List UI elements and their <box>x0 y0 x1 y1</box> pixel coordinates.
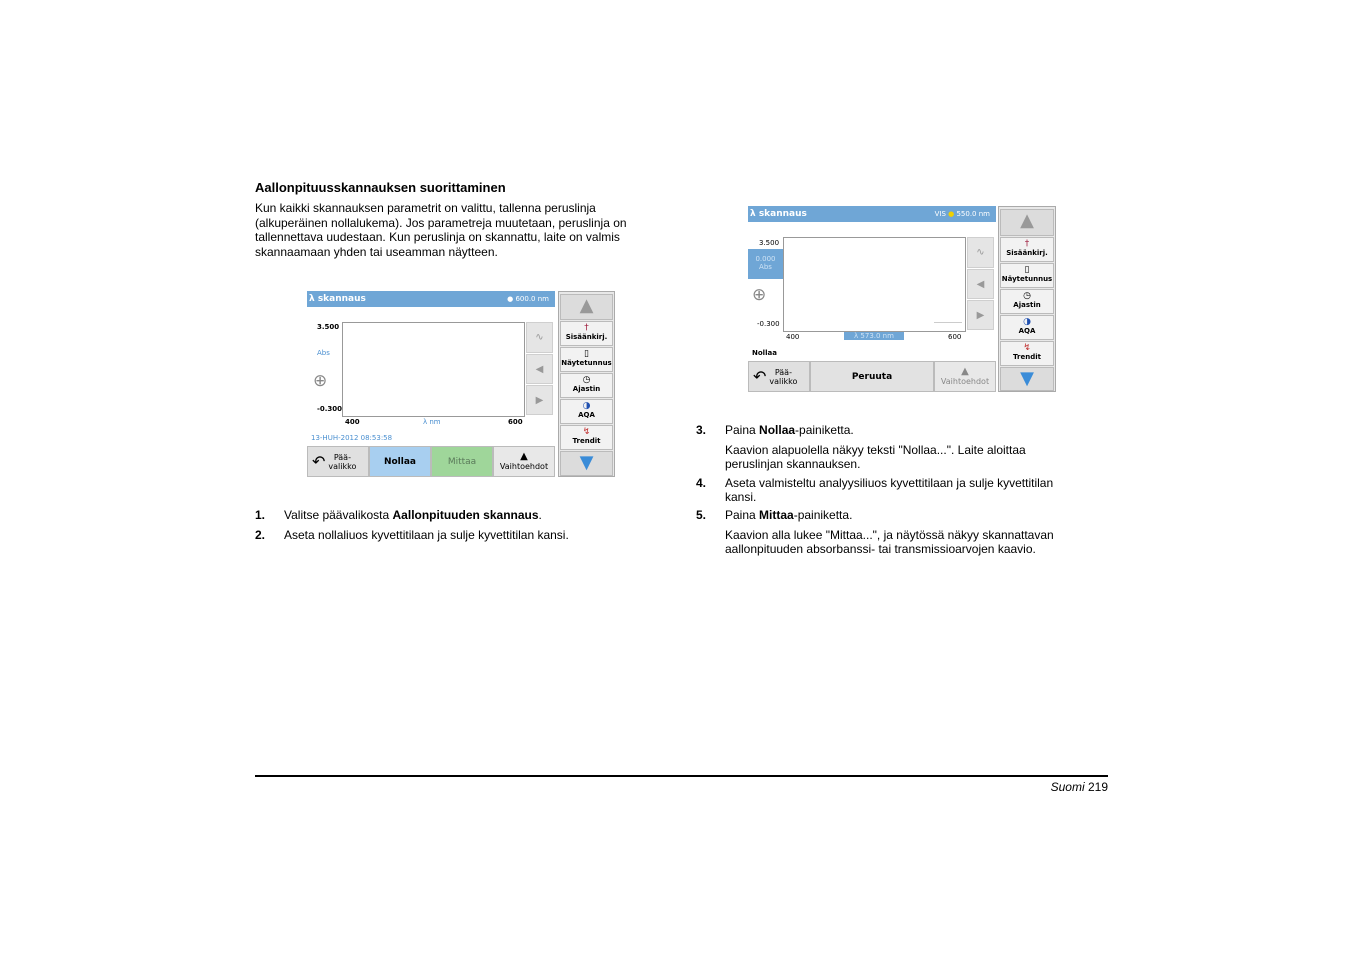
timer-button[interactable] <box>1000 289 1054 314</box>
back-arrow-icon: ↶ <box>312 452 326 471</box>
cursor-readout: λ 573.0 nm <box>844 332 904 340</box>
aqa-button[interactable] <box>560 399 613 424</box>
step-number: 2. <box>255 528 266 542</box>
timer-button[interactable] <box>560 373 613 398</box>
x-axis-min: 400 <box>786 333 800 341</box>
step-text <box>284 508 542 522</box>
cursor-right-button[interactable]: ▶ <box>526 385 553 415</box>
datetime: 13-HUH-2012 08:53:58 <box>311 434 393 442</box>
step-1 <box>255 508 675 522</box>
zoom-icon[interactable]: ⊕ <box>313 371 328 391</box>
step-5-result: Kaavion alla lukee "Mittaa...", ja näytössä näkyy skannattavan aallonpituuden absorbanssi- tai transmissioarvojen kaavio. <box>725 528 1054 556</box>
section-title: Aallonpituusskannauksen suorittaminen <box>255 180 506 195</box>
aqa-label: AQA <box>578 411 595 419</box>
side-menu <box>558 291 615 477</box>
measure-button[interactable] <box>431 446 493 477</box>
screen-title-bar <box>748 206 996 222</box>
x-axis-min: 400 <box>345 418 360 426</box>
timer-label: Ajastin <box>1013 301 1041 309</box>
curve-view-button[interactable]: ∿ <box>526 322 553 353</box>
cuvette-icon: ▯ <box>584 349 589 359</box>
step-text-tail: . <box>538 508 542 522</box>
plot-area <box>783 237 966 332</box>
step-text-bold: Aallonpituuden skannaus <box>392 508 539 522</box>
step-2 <box>255 528 675 542</box>
cancel-label: Peruuta <box>851 371 893 382</box>
main-menu-label: Pää- valikko <box>769 367 798 386</box>
options-label: Vaihtoehdot <box>499 462 549 471</box>
login-label: Sisäänkirj. <box>1006 249 1048 257</box>
step-3-result: Kaavion alapuolella näkyy teksti "Nollaa...". Laite aloittaa peruslinjan skannauksen. <box>725 443 1026 471</box>
y-axis-unit: Abs <box>759 263 772 271</box>
trend-chart-icon: ↯ <box>582 427 591 437</box>
main-menu-button[interactable] <box>748 361 810 392</box>
side-menu <box>998 206 1056 392</box>
trends-button[interactable] <box>1000 341 1054 366</box>
sample-id-button[interactable] <box>560 347 613 372</box>
aqa-icon: ◑ <box>582 401 591 411</box>
zero-label: Nollaa <box>383 456 417 467</box>
bottom-toolbar <box>748 361 996 392</box>
step-text: Aseta valmisteltu analyysiliuos kyvettitilaan ja sulje kyvettitilan kansi. <box>725 476 1054 504</box>
bottom-toolbar <box>307 446 555 477</box>
step-text-plain: Paina <box>725 508 760 522</box>
cursor-left-button[interactable]: ◀ <box>526 354 553 384</box>
wavelength-value: 550.0 nm <box>956 210 990 218</box>
instrument-screen-1 <box>307 291 615 477</box>
y-axis-min: -0.300 <box>317 405 343 413</box>
zero-button[interactable] <box>369 446 431 477</box>
trends-label: Trendit <box>572 437 601 445</box>
cursor-left-button[interactable]: ◀ <box>967 269 994 299</box>
aqa-button[interactable] <box>1000 315 1054 340</box>
step-text-bold: Mittaa <box>759 508 794 522</box>
measure-label: Mittaa <box>447 456 477 467</box>
aqa-label: AQA <box>1018 327 1036 335</box>
trend-chart-icon: ↯ <box>1023 343 1031 353</box>
person-icon: † <box>1024 239 1030 249</box>
main-menu-button[interactable] <box>307 446 369 477</box>
wavelength-readout <box>935 206 990 222</box>
options-button[interactable] <box>493 446 555 477</box>
footer-rule <box>255 775 1108 777</box>
step-number: 4. <box>696 476 707 490</box>
curve-view-button[interactable]: ∿ <box>967 237 994 268</box>
baseline <box>934 322 962 323</box>
zoom-icon[interactable]: ⊕ <box>752 285 767 305</box>
options-button[interactable] <box>934 361 996 392</box>
trends-button[interactable] <box>560 425 613 450</box>
intro-paragraph: Kun kaikki skannauksen parametrit on valittu, tallenna peruslinja (alkuperäinen nollalukema). Jos parametreja muutetaan, peruslinja on tallennettava uudestaan. Kun peruslinja on skannattu, laite on valmis skannaamaan yhden tai useamman näytteen. <box>255 201 627 259</box>
step-text: Aseta nollaliuos kyvettitilaan ja sulje kyvettitilan kansi. <box>284 528 569 542</box>
x-axis-max: 600 <box>508 418 523 426</box>
x-axis-max: 600 <box>948 333 962 341</box>
y-axis-max: 3.500 <box>759 239 780 247</box>
step-text-bold: Nollaa <box>759 423 796 437</box>
person-icon: † <box>584 323 589 333</box>
footer-language: Suomi <box>1050 780 1085 794</box>
step-text-plain: Valitse päävalikosta <box>284 508 393 522</box>
timer-label: Ajastin <box>572 385 601 393</box>
sample-id-label: Näytetunnus <box>561 359 612 367</box>
timer-icon: ◷ <box>582 375 591 385</box>
sample-id-button[interactable] <box>1000 263 1054 288</box>
step-number: 3. <box>696 423 707 437</box>
trends-label: Trendit <box>1013 353 1041 361</box>
screen-title: λ skannaus <box>309 294 366 304</box>
screen-title-bar <box>307 291 555 307</box>
step-number: 1. <box>255 508 266 522</box>
scroll-up-button[interactable]: ▲ <box>1000 209 1054 236</box>
scroll-down-button[interactable]: ▼ <box>560 451 613 476</box>
step-number: 5. <box>696 508 707 522</box>
step-4 <box>696 476 1086 504</box>
main-menu-label: Pää- valikko <box>328 452 357 471</box>
cursor-right-button[interactable]: ▶ <box>967 300 994 330</box>
x-axis-unit: λ nm <box>423 418 441 426</box>
y-axis-min: -0.300 <box>757 320 780 328</box>
login-button[interactable] <box>560 321 613 346</box>
login-button[interactable] <box>1000 237 1054 262</box>
scroll-down-button[interactable]: ▼ <box>1000 367 1054 391</box>
reading-box <box>748 249 783 279</box>
step-text <box>725 508 852 522</box>
lamp-icon: ● <box>948 210 955 218</box>
step-text-plain: Paina <box>725 423 760 437</box>
up-triangle-icon: ▲ <box>520 451 528 462</box>
y-axis-max: 3.500 <box>317 323 340 331</box>
mode-label: VIS <box>934 210 946 218</box>
step-text <box>725 423 854 437</box>
screen-title: λ skannaus <box>750 209 807 219</box>
step-5 <box>696 508 1096 522</box>
scroll-up-button[interactable]: ▲ <box>560 294 613 320</box>
status-text: Nollaa <box>752 349 777 357</box>
sample-id-label: Näytetunnus <box>1001 275 1053 283</box>
step-text-tail: -painiketta. <box>795 423 854 437</box>
plot-area <box>342 322 525 417</box>
options-label: Vaihtoehdot <box>940 377 990 386</box>
timer-icon: ◷ <box>1023 291 1031 301</box>
aqa-icon: ◑ <box>1023 317 1031 327</box>
cuvette-icon: ▯ <box>1024 265 1030 275</box>
wavelength-value: 600.0 nm <box>515 295 549 303</box>
wavelength-readout <box>507 291 549 307</box>
page-number: 219 <box>1087 780 1108 794</box>
cancel-button[interactable] <box>810 361 934 392</box>
up-triangle-icon: ▲ <box>961 366 969 377</box>
back-arrow-icon: ↶ <box>753 367 767 386</box>
y-axis-unit: Abs <box>317 349 330 357</box>
step-3 <box>696 423 1096 437</box>
page-footer <box>1051 780 1108 794</box>
instrument-screen-2 <box>748 206 1056 392</box>
login-label: Sisäänkirj. <box>565 333 608 341</box>
lamp-icon: ● <box>507 295 514 303</box>
reading-value: 0.000 <box>755 255 776 263</box>
step-text-tail: -painiketta. <box>793 508 853 522</box>
